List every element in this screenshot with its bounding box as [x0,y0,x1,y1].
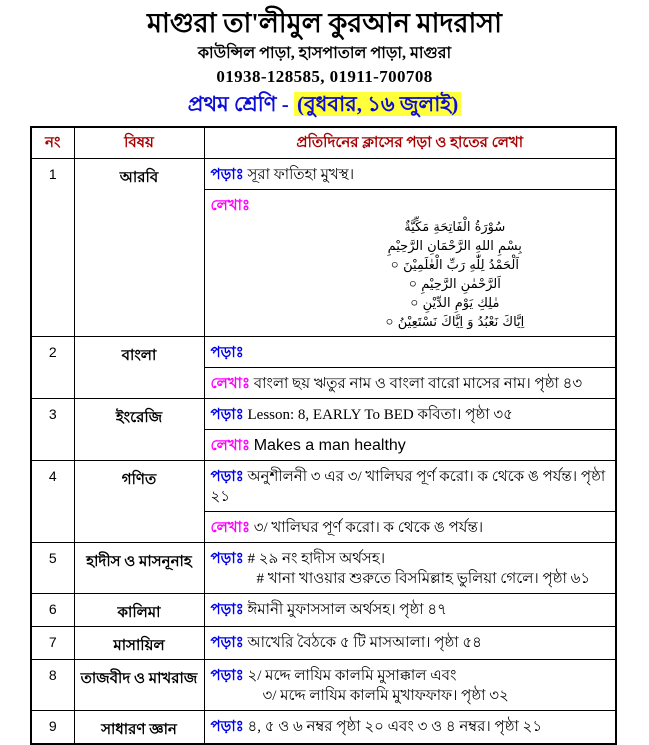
phone-numbers: 01938-128585, 01911-700708 [216,67,433,86]
pora-text: Lesson: 8, EARLY To BED কবিতা। পৃষ্ঠা ৩৫ [247,407,513,423]
arabic-line: اَلْحَمْدُ لِلّٰهِ رَبِّ الْعٰلَمِيْنَ ০ [390,258,520,273]
table-row [31,543,616,594]
class-label: প্রথম শ্রেণি - [187,92,294,116]
arabic-line: سُوْرَةُ الْفَاتِحَةِ مَكِّيَّةٌ [404,220,506,235]
row-number: 5 [31,543,74,594]
subject-name: গণিত [74,461,204,543]
subject-name: আরবি [74,159,204,337]
table-row [31,159,616,190]
pora-label: পড়াঃ [210,668,244,684]
subject-name: কালিমা [74,594,204,627]
pora-text-line2: ৩/ মদ্দে লাযিম কালমি মুখাফফাফ। পৃষ্ঠা ৩২ [262,688,509,704]
table-row [31,594,616,627]
table-row [31,461,616,512]
class-date-line [0,91,649,117]
pora-label: পড়াঃ [210,167,244,183]
pora-label: পড়াঃ [210,345,244,361]
row-number: 9 [31,711,74,745]
lekha-label: লেখাঃ [210,520,250,536]
subject-name: তাজবীদ ও মাখরাজ [74,660,204,711]
col-header-lessons: প্রতিদিনের ক্লাসের পড়া ও হাতের লেখা [204,127,616,159]
row-number: 2 [31,337,74,399]
pora-text: ৪, ৫ ও ৬ নম্বর পৃষ্ঠা ২০ এবং ৩ ও ৪ নম্বর। পৃষ্ঠা ২১ [247,719,543,735]
subject-name: ইংরেজি [74,399,204,461]
madrasa-address: কাউন্সিল পাড়া, হাসপাতাল পাড়া, মাগুরা [197,45,452,62]
pora-text-line2: # খানা খাওয়ার শুরুতে বিসমিল্লাহ ভুলিয়া গেলে। পৃষ্ঠা ৬১ [256,571,591,587]
pora-label: পড়াঃ [210,551,244,567]
row-number: 6 [31,594,74,627]
pora-text: অনুশীলনী ৩ এর ৩/ খালিঘর পূর্ণ করো। ক থেকে ঙ পর্যন্ত। পৃষ্ঠা ২১ [210,469,606,505]
page-header [0,7,649,117]
arabic-line: مٰلِكِ يَوْمِ الدِّيْنِ ০ [410,296,500,311]
table-row [31,399,616,430]
lekha-label: লেখাঃ [210,438,250,454]
pora-label: পড়াঃ [210,602,244,618]
pora-label: পড়াঃ [210,719,244,735]
lekha-label: লেখাঃ [210,198,250,214]
arabic-text-block [211,218,612,332]
pora-label: পড়াঃ [210,407,244,423]
table-header-row [31,127,616,159]
pora-text: আখেরি বৈঠকে ৫ টি মাসআলা। পৃষ্ঠা ৫৪ [247,635,482,651]
madrasa-title: মাগুরা তা'লীমুল কুরআন মাদরাসা [147,8,502,38]
table-row [31,711,616,745]
pora-text: সূরা ফাতিহা মুখস্থ। [247,167,355,183]
row-number: 4 [31,461,74,543]
subject-name: হাদীস ও মাসনূনাহ [74,543,204,594]
table-row [31,337,616,368]
lekha-text: ৩/ খালিঘর পূর্ণ করো। ক থেকে ঙ পর্যন্ত। [253,520,484,536]
date-highlight: (বুধবার, ১৬ জুলাই) [294,92,461,116]
col-header-subject: বিষয় [74,127,204,159]
pora-text: ঈমানী মুফাসসাল অর্থসহ। পৃষ্ঠা ৪৭ [247,602,447,618]
table-row [31,660,616,711]
lekha-label: লেখাঃ [210,376,250,392]
lesson-table [30,126,617,745]
row-number: 8 [31,660,74,711]
pora-text: ২/ মদ্দে লাযিম কালমি মুসাক্কাল এবং [247,668,457,684]
pora-text: # ২৯ নং হাদীস অর্থসহ। [247,551,386,567]
subject-name: সাধারণ জ্ঞান [74,711,204,745]
pora-label: পড়াঃ [210,469,244,485]
row-number: 3 [31,399,74,461]
arabic-line: اَلرَّحْمٰنِ الرَّحِيْمِ ০ [408,277,501,292]
arabic-line: بِسْمِ اللهِ الرَّحْمَانِ الرَّحِيْمِ [387,239,522,254]
arabic-line: اِيَّاكَ نَعْبُدُ وَ اِيَّاكَ نَسْتَعِيْنُ ০ [385,315,525,330]
col-header-number: নং [31,127,74,159]
table-row [31,627,616,660]
row-number: 7 [31,627,74,660]
pora-label: পড়াঃ [210,635,244,651]
row-number: 1 [31,159,74,337]
subject-name: বাংলা [74,337,204,399]
lekha-text: Makes a man healthy [253,437,406,454]
subject-name: মাসায়িল [74,627,204,660]
lekha-text: বাংলা ছয় ঋতুর নাম ও বাংলা বারো মাসের নাম। পৃষ্ঠা ৪৩ [253,376,583,392]
